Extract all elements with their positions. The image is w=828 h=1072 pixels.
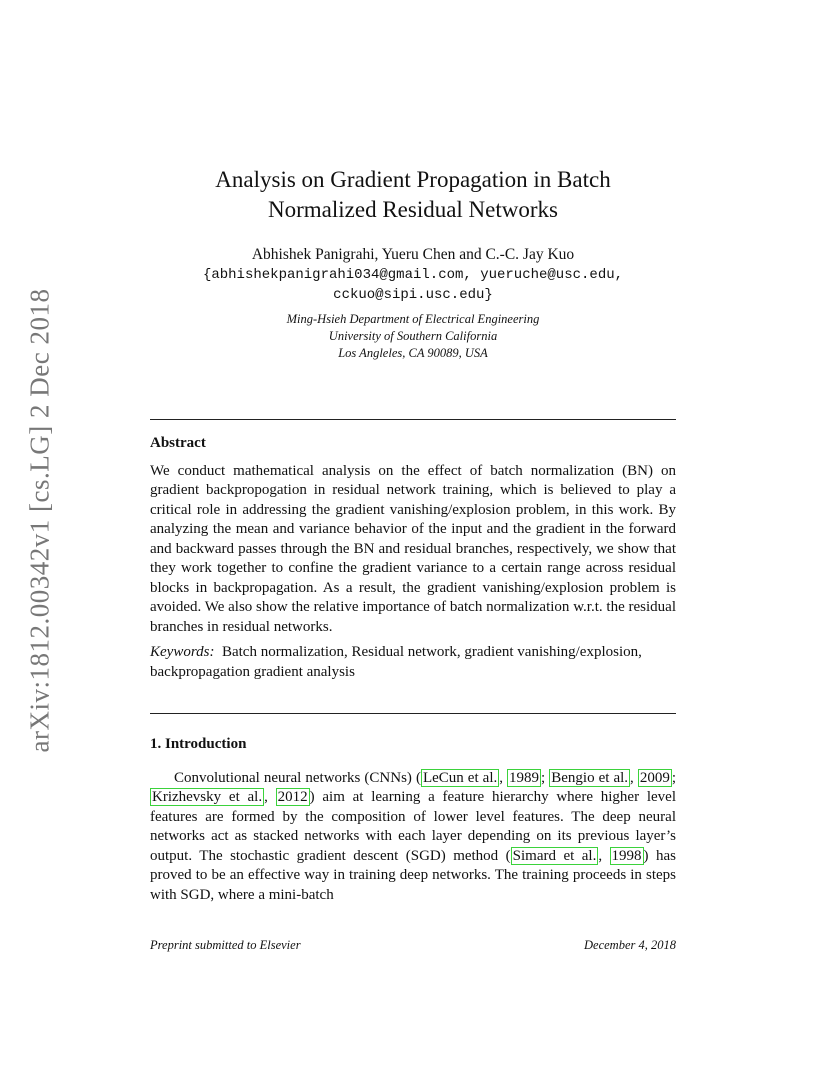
citation-simard-year[interactable]: 1998 [611,847,642,864]
author-names: Abhishek Panigrahi, Yueru Chen and C.-C. Jay Kuo [251,246,575,263]
intro-text: ) aim at learning a feature hierarchy where higher level features are formed by the composition of lower level features. The deep neural networks act as stacked networks with each layer depending on its previous layer’s output. The stochastic gradient descent (SGD) method ( [150,789,676,864]
affiliation [150,311,676,362]
intro-text: , [499,769,508,786]
intro-text: , [630,769,638,786]
abstract-text: We conduct mathematical analysis on the effect of batch normalization (BN) on gradient backpropogation in residual network training, which is believed to play a critical role in addressing the gradient vanishing/explosion problem, in this work. By analyzing the mean and variance behavior of the input and the gradient in the forward and backward passes through the BN and residual branches, respectively, we show that they work together to confine the gradient variance to a certain range across residual blocks in backpropagation. As a result, the gradient vanishing/explosion problem is avoided. We also show the relative importance of batch normalization w.r.t. the residual branches in residual networks. [150,462,676,635]
intro-text: ) has proved to be an effective way in training deep networks. The training proceeds in steps with SGD, where a mini-batch [150,847,677,903]
author-emails-line-1: {abhishekpanigrahi034@gmail.com, yueruche@usc.edu, [202,267,624,283]
footer-preprint-note: Preprint submitted to Elsevier [150,938,301,952]
affiliation-line-3: Los Angleles, CA 90089, USA [338,346,488,360]
citation-lecun-year[interactable]: 1989 [509,769,540,786]
introduction-heading: 1. Introduction [150,736,247,752]
intro-text: ; [671,769,677,786]
footer-date: December 4, 2018 [584,938,676,952]
abstract-heading: Abstract [150,435,206,451]
intro-text: , [598,847,610,864]
abstract-bottom-rule [150,713,676,714]
introduction-paragraph [150,769,676,906]
keywords-label: Keywords: [150,644,215,660]
paper-title [150,165,676,225]
arxiv-stamp [20,290,60,750]
abstract-section [150,434,676,682]
abstract-top-rule [150,419,676,420]
affiliation-line-2: University of Southern California [328,329,498,343]
intro-text: ; [541,769,550,786]
citation-bengio[interactable]: Bengio et al. [551,769,629,786]
title-line-2: Normalized Residual Networks [268,197,558,222]
intro-text: Convolutional neural networks (CNNs) ( [174,769,421,786]
introduction-section [150,735,676,905]
citation-bengio-year[interactable]: 2009 [639,769,670,786]
keywords [150,643,676,682]
intro-text: , [264,789,276,805]
citation-krizhevsky[interactable]: Krizhevsky et al. [152,789,263,805]
citation-simard[interactable]: Simard et al. [512,847,597,864]
title-line-1: Analysis on Gradient Propagation in Batch [215,167,611,192]
keywords-text: Batch normalization, Residual network, gradient vanishing/explosion, backpropagation gradient analysis [150,644,642,680]
citation-lecun[interactable]: LeCun et al. [422,769,498,786]
affiliation-line-1: Ming-Hsieh Department of Electrical Engineering [286,312,540,326]
authors-block [150,245,676,305]
author-emails-line-2: cckuo@sipi.usc.edu} [333,287,493,303]
arxiv-stamp-text: arXiv:1812.00342v1 [cs.LG] 2 Dec 2018 [24,288,55,752]
citation-krizhevsky-year[interactable]: 2012 [277,789,308,805]
